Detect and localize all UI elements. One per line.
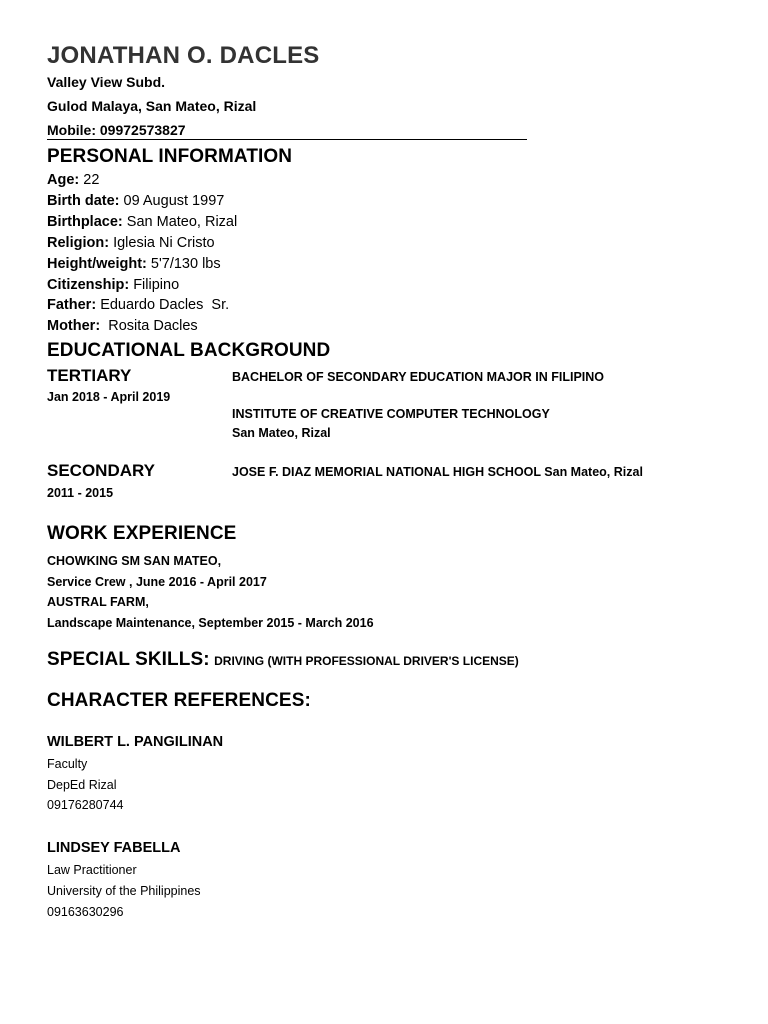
reference-name: LINDSEY FABELLA	[47, 840, 181, 856]
work-role-2: Landscape Maintenance, September 2015 - March 2016	[47, 616, 374, 630]
work-heading: WORK EXPERIENCE	[47, 523, 237, 544]
info-label: Birth date:	[47, 193, 120, 209]
info-row-mother	[47, 318, 198, 334]
address-line-1: Valley View Subd.	[47, 74, 166, 90]
info-label: Father:	[47, 297, 97, 313]
tertiary-label: TERTIARY	[47, 366, 132, 385]
work-role-1: Service Crew , June 2016 - April 2017	[47, 575, 267, 589]
references-heading: CHARACTER REFERENCES:	[47, 690, 311, 711]
header-divider	[47, 139, 527, 140]
info-row-religion	[47, 235, 215, 251]
info-label: Citizenship:	[47, 277, 130, 293]
info-row-age	[47, 172, 99, 188]
reference-position: Faculty	[47, 757, 88, 771]
info-row-father	[47, 297, 229, 313]
reference-position: Law Practitioner	[47, 863, 137, 877]
info-value: Filipino	[133, 277, 180, 293]
secondary-school: JOSE F. DIAZ MEMORIAL NATIONAL HIGH SCHOOL San Mateo, Rizal	[232, 465, 643, 479]
info-value: 22	[83, 172, 100, 188]
work-employer-2: AUSTRAL FARM,	[47, 595, 149, 609]
work-employer-1: CHOWKING SM SAN MATEO,	[47, 554, 222, 568]
info-value: San Mateo, Rizal	[126, 214, 238, 230]
info-row-height-weight	[47, 256, 221, 272]
info-label: Age:	[47, 172, 80, 188]
info-label: Birthplace:	[47, 214, 123, 230]
info-value: 5'7/130 lbs	[150, 256, 221, 272]
info-label: Height/weight:	[47, 256, 147, 272]
tertiary-location: San Mateo, Rizal	[232, 426, 331, 440]
tertiary-course: BACHELOR OF SECONDARY EDUCATION MAJOR IN FILIPINO	[232, 370, 605, 384]
reference-phone: 09163630296	[47, 905, 124, 919]
info-label: Religion:	[47, 235, 110, 251]
applicant-name: JONATHAN O. DACLES	[47, 42, 320, 69]
skills-value: DRIVING (WITH PROFESSIONAL DRIVER'S LICENSE)	[214, 654, 519, 668]
education-heading: EDUCATIONAL BACKGROUND	[47, 340, 331, 361]
reference-phone: 09176280744	[47, 798, 124, 812]
mobile-number: Mobile: 09972573827	[47, 122, 186, 138]
info-value: Eduardo Dacles Sr.	[100, 297, 230, 313]
address-line-2: Gulod Malaya, San Mateo, Rizal	[47, 98, 257, 114]
info-row-birthplace	[47, 214, 237, 230]
reference-organization: DepEd Rizal	[47, 778, 117, 792]
tertiary-dates: Jan 2018 - April 2019	[47, 390, 171, 404]
tertiary-school: INSTITUTE OF CREATIVE COMPUTER TECHNOLOGY	[232, 407, 550, 421]
secondary-dates: 2011 - 2015	[47, 486, 114, 500]
info-label: Mother:	[47, 318, 101, 334]
skills-heading: SPECIAL SKILLS:	[47, 649, 210, 670]
info-value: Rosita Dacles	[104, 318, 198, 334]
info-value: 09 August 1997	[123, 193, 225, 209]
personal-info-heading: PERSONAL INFORMATION	[47, 146, 293, 167]
secondary-label: SECONDARY	[47, 461, 155, 480]
info-row-birth-date	[47, 193, 224, 209]
reference-organization: University of the Philippines	[47, 884, 201, 898]
reference-name: WILBERT L. PANGILINAN	[47, 734, 224, 750]
info-value: Iglesia Ni Cristo	[113, 235, 215, 251]
skills-row	[47, 649, 519, 671]
info-row-citizenship	[47, 277, 179, 293]
